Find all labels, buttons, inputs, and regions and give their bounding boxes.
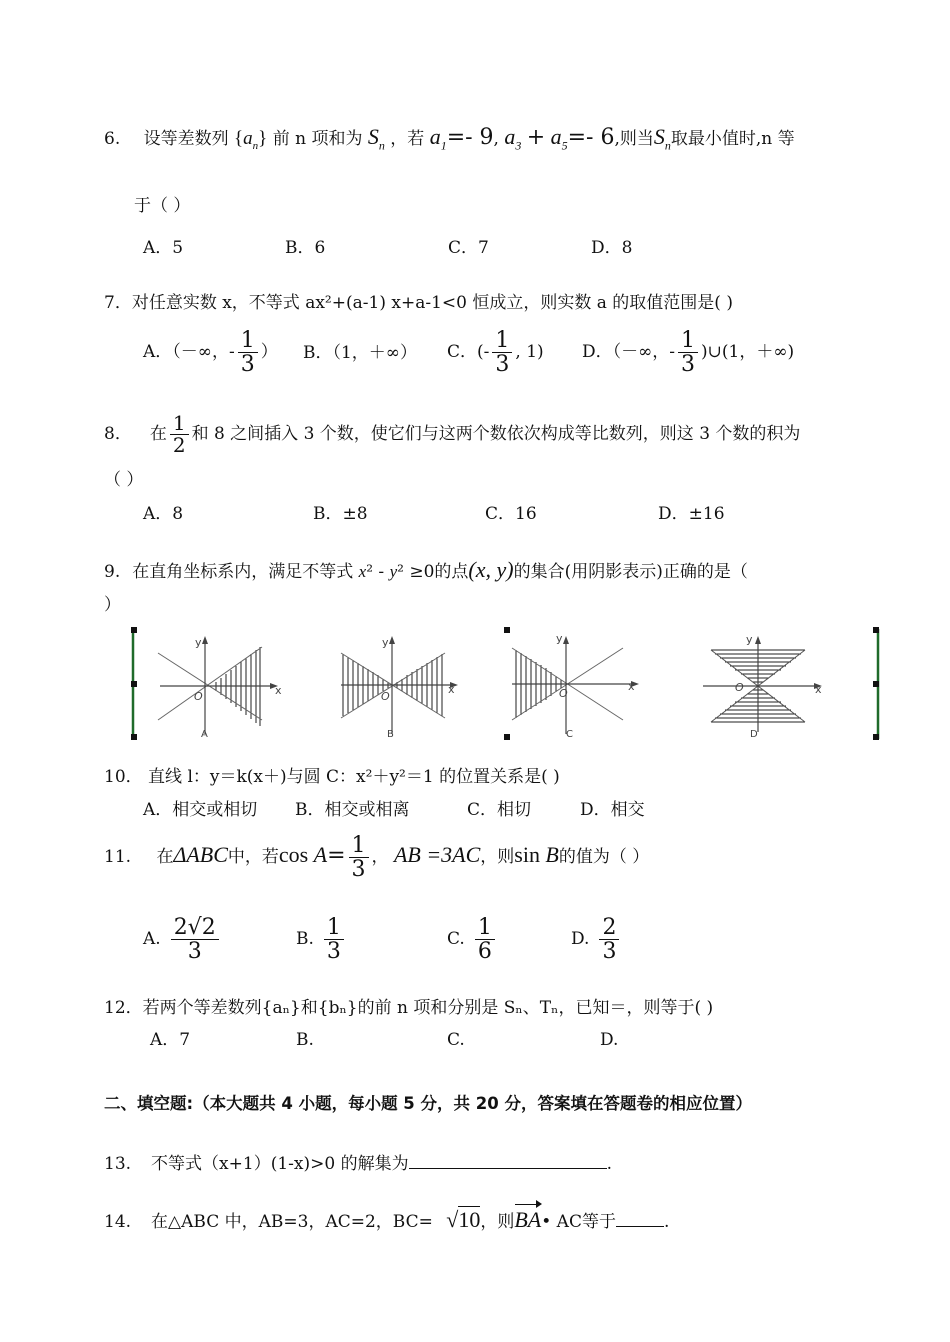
q9-panel-c-label: C xyxy=(566,729,573,740)
q9-panel-b-label: B xyxy=(387,729,394,740)
q9-line1: 9. 在直角坐标系内，满足不等式 x² - y² ≥0的点(x, y)的集合(用阴影表示)正确的是（ xyxy=(104,557,748,582)
q9-panel-b xyxy=(335,628,475,740)
q10-option-d: D．相交 xyxy=(580,800,645,820)
q6-text3: ，若 xyxy=(390,129,425,149)
q9-panel-a-origin: O xyxy=(194,690,203,703)
q6-text1: 设等差数列 xyxy=(143,129,229,149)
q8-option-a: A．8 xyxy=(143,504,184,524)
q9-panel-a-label: A xyxy=(201,729,208,740)
q11-option-d: D. $\frac{2}{3}$ xyxy=(571,916,622,963)
q14-sqrt: √10 xyxy=(446,1207,481,1232)
q10-stem: 10． 直线 l：y＝k(x＋)与圆 C：x²＋y²＝1 的位置关系是( ) xyxy=(104,767,560,787)
q10-option-c: C．相切 xyxy=(467,800,532,820)
q9-panel-c-origin: O xyxy=(559,687,568,700)
q8-option-c: C．16 xyxy=(485,504,537,524)
q6-text4: ,则当 xyxy=(614,129,654,149)
q6-option-b: B．6 xyxy=(285,238,326,258)
q14-answer-blank[interactable] xyxy=(616,1208,664,1227)
q14-line: 14. 在△ABC 中，AB=3，AC=2，BC= √10，则BA• AC等于 . xyxy=(104,1207,670,1232)
q7-option-b: B．（1，＋∞） xyxy=(303,343,417,363)
q6-option-a: A．5 xyxy=(143,238,184,258)
q10-option-a: A．相交或相切 xyxy=(143,800,258,820)
q6-a1: $a_1$ xyxy=(429,124,447,153)
q11-line1: 11. 在ΔABC中，若cos A= $\frac{1}{3}$ ， AB =3AC，则sin B的值为（ ） xyxy=(104,833,650,883)
q9-panel-d xyxy=(693,628,833,740)
q9-panel-c-y: y xyxy=(556,632,563,645)
q6-sn: $S_n$ xyxy=(367,124,385,153)
q7-option-c: C．(- $\frac{1}{3}$ , 1) xyxy=(447,328,544,378)
q9-panel-d-label: D xyxy=(750,729,758,740)
q6-option-d: D．8 xyxy=(591,238,633,258)
q14-vector-ba: BA xyxy=(514,1207,542,1232)
q12-option-a: A．7 xyxy=(150,1030,191,1050)
q10-option-b: B．相交或相离 xyxy=(295,800,410,820)
q9-panel-a xyxy=(150,628,290,740)
q6-text5: 取最小值时,n 等 xyxy=(670,129,795,149)
q9-panel-a-x: x xyxy=(275,684,282,697)
q9-panel-c xyxy=(508,628,648,740)
q6-text2: 前 n 项和为 xyxy=(272,129,363,149)
q12-option-b: B. xyxy=(296,1030,314,1050)
q12-stem: 12．若两个等差数列{aₙ}和{bₙ}的前 n 项和分别是 Sₙ、Tₙ，已知＝，则等于( ) xyxy=(104,998,714,1018)
q12-option-c: C. xyxy=(447,1030,465,1050)
q8-continuation: （ ） xyxy=(104,470,144,490)
section2-title: 二、填空题:（本大题共 4 小题，每小题 5 分，共 20 分，答案填在答题卷的相应位置） xyxy=(104,1094,752,1113)
q9-panel-d-x: x xyxy=(815,683,822,696)
q7-option-d: D．（－∞，- $\frac{1}{3}$ )∪(1，＋∞) xyxy=(582,328,795,378)
q11-option-c: C. $\frac{1}{6}$ xyxy=(447,916,498,963)
q9-panel-b-y: y xyxy=(382,636,389,649)
q6-continuation: 于（ ） xyxy=(134,196,191,216)
q9-panel-d-y: y xyxy=(746,633,753,646)
q6-sn2: $S_n$ xyxy=(653,124,671,153)
q6-a5: $a_5$ xyxy=(550,124,568,153)
q13-line: 13. 不等式（x+1）(1-x)>0 的解集为 . xyxy=(104,1150,612,1174)
q12-option-d: D. xyxy=(600,1030,619,1050)
q6-eq2: =- 6 xyxy=(567,125,615,150)
q9-continuation: ） xyxy=(104,595,121,615)
q6-seq-brace: $\{a_n\}$ xyxy=(234,128,268,152)
q9-panel-d-graph xyxy=(693,628,833,740)
q11-option-a: A. $\frac{2√2}{3}$ xyxy=(143,916,222,963)
q9-panel-a-y: y xyxy=(195,636,202,649)
q9-panel-a-graph xyxy=(150,628,290,740)
q6-eq1: =- 9 xyxy=(446,125,494,150)
q8-line1: 8． 在 $\frac{1}{2}$ 和 8 之间插入 3 个数，使它们与这两个数依次构成等比数列，则这 3 个数的积为 xyxy=(104,411,801,457)
q13-answer-blank[interactable] xyxy=(409,1150,607,1169)
q9-panel-d-origin: O xyxy=(735,681,744,694)
q6-number: 6. xyxy=(104,129,121,149)
q9-panel-b-origin: O xyxy=(381,690,390,703)
q6-a3: $a_3$ xyxy=(504,124,522,153)
q6-line1: 6. 设等差数列 $\{a_n\}$ 前 n 项和为 $S_n$ ，若 $a_1=-$ 9, $a_3 + a_5=-$ 6,则当$S_n$取最小值时,n 等 xyxy=(104,124,795,153)
q9-panel-c-graph xyxy=(508,628,648,740)
q11-option-b: B. $\frac{1}{3}$ xyxy=(296,916,347,963)
q9-panel-b-x: x xyxy=(448,683,455,696)
q6-option-c: C．7 xyxy=(448,238,489,258)
q8-option-b: B．±8 xyxy=(313,504,368,524)
q9-panel-b-graph xyxy=(335,628,475,740)
q6-plus: + xyxy=(526,125,546,150)
q7-stem: 7．对任意实数 x，不等式 ax²+(a-1) x+a-1<0 恒成立，则实数 a 的取值范围是( ) xyxy=(104,293,733,313)
q8-option-d: D．±16 xyxy=(658,504,725,524)
q7-option-a: A．（－∞，- $\frac{1}{3}$ ） xyxy=(143,328,278,378)
q9-panel-c-x: x xyxy=(628,680,635,693)
